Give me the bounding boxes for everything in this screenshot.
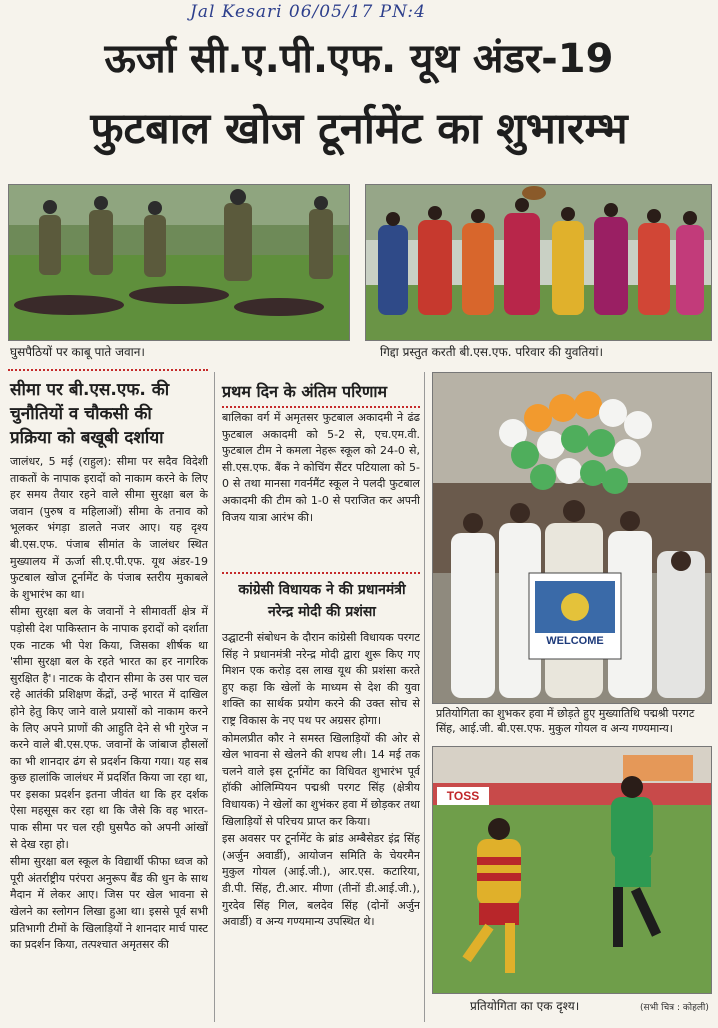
photo-credit: (सभी चित्र : कोहली) — [640, 1003, 709, 1013]
left-article-heading-1: सीमा पर बी.एस.एफ. की — [10, 380, 170, 400]
handwritten-clip-note: Jal Kesari 06/05/17 PN:4 — [190, 2, 426, 22]
modi-article-heading-1: कांग्रेसी विधायक ने की प्रधानमंत्री — [238, 582, 406, 598]
dancers-photo — [365, 184, 712, 341]
headline-line-1: ऊर्जा सी.ए.पी.एफ. यूथ अंडर-19 — [104, 36, 614, 82]
results-body — [222, 410, 420, 568]
match-photo — [432, 746, 712, 994]
modi-article-body — [222, 630, 420, 1022]
results-para: बालिका वर्ग में अमृतसर फुटबाल अकादमी ने ढंढ फुटबाल अकादमी को 5-2 से, एच.एम.वी. फुटबाल टीम ने कमला नेहरू स्कूल को 24-0 से, सी.एस.एफ. बैंक ने कोचिंग सैंटर पटियाला को 5-0 से तथा मानसा गवर्नमैंट स्कूल ने पलदी फुटबाल अकादमी की टीम को 1-0 से पराजित कर अपनी विजय यात्रा आरंभ की। — [222, 411, 420, 524]
column-divider-2 — [424, 372, 425, 1022]
left-article-heading-3: प्रक्रिया को बखूबी दर्शाया — [10, 428, 164, 448]
modi-article-para-2: कोमलप्रीत कौर ने समस्त खिलाड़ियों की ओर से खेल भावना से खेलने की शपथ ली। 14 मई तक चलने वाले इस टूर्नामेंट का विधिवत शुभारंभ पूर्व हॉकी ओलिम्पियन पद्मश्री परगट सिंह (क्षेत्रीय विधायक) ने खेलों का शुभंकर हवा में छोड़कर तथा खिलाड़ियों से परिचय प्राप्त कर किया। — [222, 731, 420, 828]
soldiers-photo — [8, 184, 350, 341]
left-article-para-3: सीमा सुरक्षा बल स्कूल के विद्यार्थी फीफा ध्वज को पूरी अंतर्राष्ट्रीय परंपरा अनुरूप बैंड की धुन के साथ मैदान में लेकर आए। जिस पर खेल भावना से खेलने का स्लोगन लिखा हुआ था। इससे पूर्व सभी प्रतिभागी टीमों के खिलाड़ियों ने शानदार मार्च पास्ट का प्रदर्शन किया, तत्पश्चात अमृतसर की — [10, 855, 208, 952]
left-column-rule — [8, 369, 208, 371]
left-article-para-1: जालंधर, 5 मई (राहुल): सीमा पर सदैव विदेशी ताकतों के नापाक इरादों को नाकाम करने के लिए हर समय तैयार रहने वाले सीमा सुरक्षा बल के जवान (पुरुष व महिलाओं) सीमा के तनाव को भूलकर भंगड़ा डालते नजर आए। यह दृश्य बी.एस.एफ. पंजाब सीमांत के जालंधर स्थित मुख्यालय में ऊर्जा सी.ए.पी.एफ. यूथ अंडर-19 फुटबाल खोज टूर्नामेंट के पंजाब स्तरीय मुकाबले के शुभारंभ का था। — [10, 455, 208, 601]
left-article-para-2: सीमा सुरक्षा बल के जवानों ने सीमावर्ती क्षेत्र में पड़ोसी देश पाकिस्तान के नापाक इरादों को दर्शाता एक नाटक भी पेश किया, जिसका शीर्षक था 'सीमा सुरक्षा बल के रहते भारत का हर नागरिक सुरक्षित है'। नाटक के दौरान सीमा के उस पार चल रहे आतंकी प्रशिक्षण केंद्रों, उन्हें भारत में दाखिल होने हेतु किए जाने वाले प्रयासों को नाकाम करने के लिए अपने प्राणों की आहुति देने से भी गुरेज न करने वाले बी.एस.एफ. जवानों के जांबाज हौसलों का भी शानदार ढंग से प्रदर्शन किया गया। यह सब कुछ हालांकि जालंधर में प्रदर्शित किया जा रहा था, पर इसका प्रदर्शन इतना जीवंत था कि हर दर्शक ऐसा महसूस कर रहा था कि जैसे कि वह भारत-पाक सीमा पर चल रही घुसपैठ को अपनी आंखों से देख रहा हो। — [10, 605, 208, 851]
modi-article-rule — [222, 572, 420, 574]
left-article-body — [10, 454, 208, 1022]
modi-article-para-1: उद्घाटनी संबोधन के दौरान कांग्रेसी विधायक परगट सिंह ने प्रधानमंत्री नरेन्द्र मोदी द्वारा शुरू किए गए मिशन एक करोड़ दस लाख यूथ की प्रशंसा करते हुए कहा कि खेलों के माध्यम से देश की युवा शक्ति का सार्थक प्रयोग करने की उक्त सोच से राष्ट्र विकास के नए पथ पर अग्रसर होगा। — [222, 631, 420, 727]
welcome-sign: WELCOME — [546, 635, 604, 647]
results-heading: प्रथम दिन के अंतिम परिणाम — [222, 382, 388, 401]
match-caption: प्रतियोगिता का एक दृश्य। — [470, 999, 580, 1013]
modi-article-heading-2: नरेन्द्र मोदी की प्रशंसा — [268, 604, 376, 620]
results-rule — [222, 406, 420, 408]
soldiers-caption: घुसपैठियों पर काबू पाते जवान। — [10, 345, 145, 359]
modi-article-para-3: इस अवसर पर टूर्नामेंट के ब्रांड अम्बैसेडर इंद्र सिंह (अर्जुन अवार्डी), आयोजन समिति के चेयरमैन मुकुल गोयल (आई.जी.), आर.एस. कटारिया, डी.पी. सिंह, टी.आर. मीणा (तीनों डी.आई.जी.), गुरदेव सिंह गिल, बलदेव सिंह (दोनों अर्जुन अवार्डी) व अन्य गण्यमान्य उपस्थित थे। — [222, 832, 420, 929]
headline-line-2: फुटबाल खोज टूर्नामेंट का शुभारम्भ — [90, 104, 628, 154]
toss-sign: TOSS — [437, 787, 489, 805]
column-divider-1 — [214, 372, 215, 1022]
dancers-caption: गिद्दा प्रस्तुत करती बी.एस.एफ. परिवार की युवतियां। — [380, 345, 603, 359]
inauguration-caption: प्रतियोगिता का शुभकर हवा में छोड़ते हुए मुख्यातिथि पद्मश्री परगट सिंह, आई.जी. बी.एस.एफ. मुकुल गोयल व अन्य गण्यमान्य। — [436, 707, 695, 735]
left-article-heading-2: चुनौतियों व चौकसी की — [10, 404, 152, 424]
inauguration-photo — [432, 372, 712, 704]
